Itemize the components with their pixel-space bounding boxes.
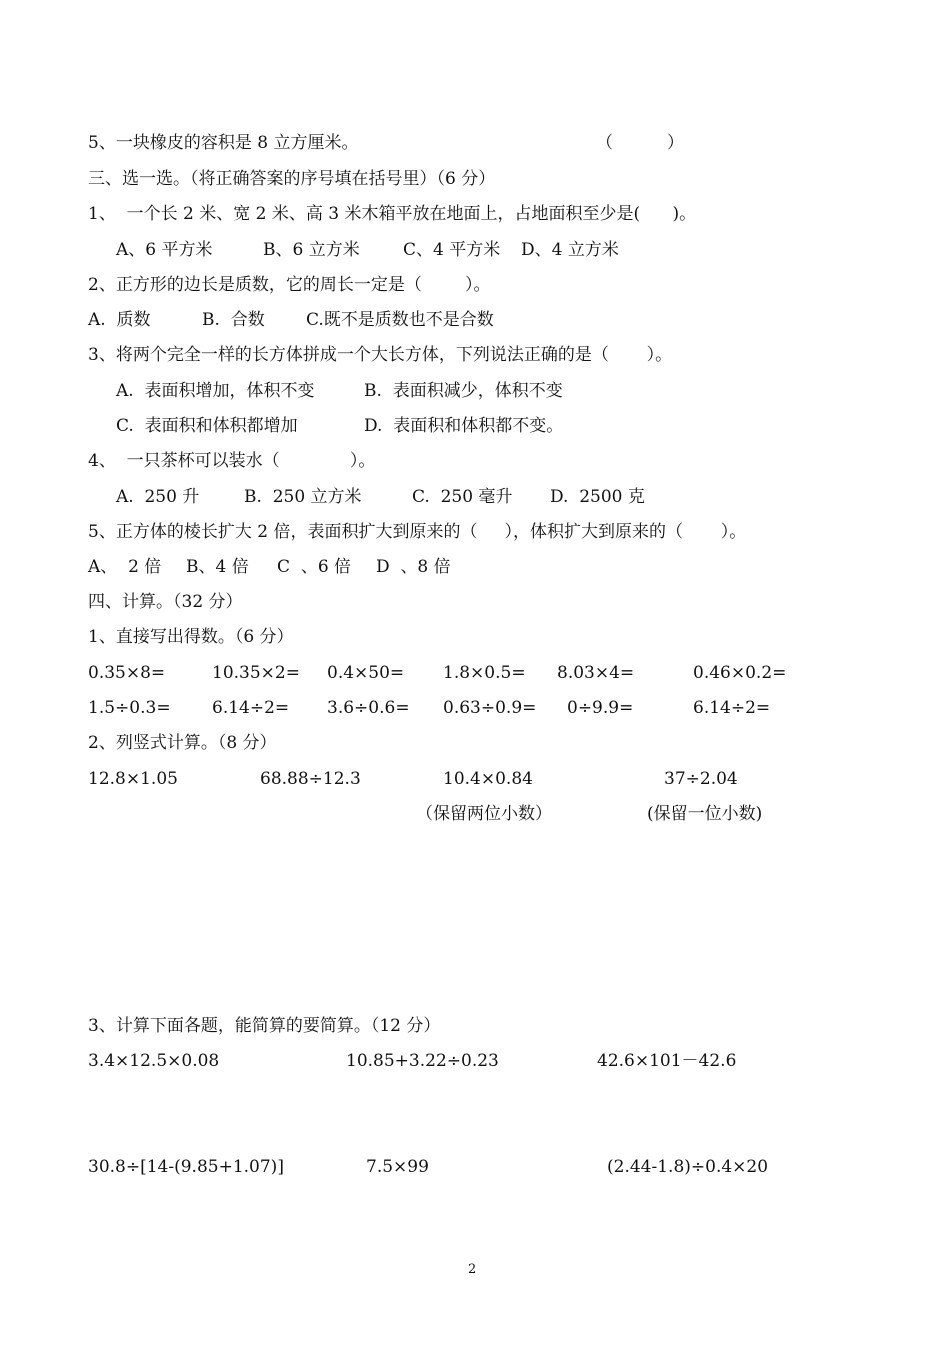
choice-q3-option-c: C. 表面积和体积都增加 [116,416,298,436]
choice-q2-option-c: C.既不是质数也不是合数 [306,310,494,330]
choice-q3-option-d: D. 表面积和体积都不变。 [364,416,564,436]
choice-q4-option-a: A. 250 升 [116,487,200,507]
simplify-calc-item: 3.4×12.5×0.08 [88,1051,220,1071]
choice-q5-option-c: C 、6 倍 [277,557,352,577]
choice-q2: 2、正方形的边长是质数，它的周长一定是（ ）。 [88,275,491,295]
choice-q1-option-b: B、6 立方米 [263,240,360,260]
choice-q3: 3、将两个完全一样的长方体拼成一个大长方体，下列说法正确的是（ ）。 [88,345,673,365]
simplify-calc-heading: 3、计算下面各题，能简算的要简算。（12 分） [88,1016,441,1036]
judge-item-5: 5、一块橡皮的容积是 8 立方厘米。 [88,133,359,153]
oral-calc-item: 0÷9.9= [567,698,634,718]
oral-calc-item: 1.5÷0.3= [88,698,171,718]
vertical-calc-item: 68.88÷12.3 [260,769,361,789]
simplify-calc-item: (2.44-1.8)÷0.4×20 [607,1157,769,1177]
choice-q2-option-b: B. 合数 [202,310,265,330]
oral-calc-item: 1.8×0.5= [443,663,526,683]
choice-q1-option-a: A、6 平方米 [116,240,213,260]
vertical-calc-note: (保留一位小数) [647,804,763,824]
oral-calc-item: 3.6÷0.6= [327,698,410,718]
choice-q4-option-c: C. 250 毫升 [412,487,513,507]
choice-q4: 4、 一只茶杯可以装水（ ）。 [88,451,376,471]
simplify-calc-item: 7.5×99 [366,1157,429,1177]
oral-calc-item: 8.03×4= [557,663,635,683]
section-three-heading: 三、选一选。（将正确答案的序号填在括号里）（6 分） [88,169,496,189]
section-four-heading: 四、计算。（32 分） [88,592,243,612]
page-number: 2 [468,1262,477,1277]
vertical-calc-item: 10.4×0.84 [443,769,533,789]
oral-calc-item: 0.46×0.2= [693,663,787,683]
simplify-calc-item: 10.85+3.22÷0.23 [346,1051,499,1071]
oral-calc-item: 0.35×8= [88,663,166,683]
choice-q3-option-b: B. 表面积减少，体积不变 [364,381,563,401]
oral-calc-item: 0.4×50= [327,663,405,683]
choice-q5-option-d: D 、8 倍 [376,557,451,577]
choice-q5-option-b: B、4 倍 [186,557,249,577]
choice-q1-option-d: D、4 立方米 [521,240,619,260]
choice-q2-option-a: A. 质数 [88,310,151,330]
oral-calc-item: 6.14÷2= [693,698,771,718]
choice-q1-option-c: C、4 平方米 [403,240,501,260]
choice-q4-option-d: D. 2500 克 [550,487,645,507]
simplify-calc-item: 30.8÷[14-(9.85+1.07)] [88,1157,284,1177]
vertical-calc-item: 12.8×1.05 [88,769,178,789]
vertical-calc-item: 37÷2.04 [664,769,738,789]
oral-calc-item: 6.14÷2= [212,698,290,718]
simplify-calc-item: 42.6×101－42.6 [597,1051,737,1071]
vertical-calc-note: （保留两位小数） [416,804,552,824]
choice-q3-option-a: A. 表面积增加，体积不变 [116,381,315,401]
oral-calc-item: 0.63÷0.9= [443,698,537,718]
oral-calc-item: 10.35×2= [212,663,300,683]
vertical-calc-heading: 2、列竖式计算。（8 分） [88,733,277,753]
judge-item-5-blank: （ ） [596,133,685,153]
choice-q1: 1、 一个长 2 米、宽 2 米、高 3 米木箱平放在地面上，占地面积至少是( )。 [88,204,697,224]
oral-calc-heading: 1、直接写出得数。（6 分） [88,627,294,647]
choice-q5-option-a: A、 2 倍 [88,557,162,577]
choice-q4-option-b: B. 250 立方米 [244,487,362,507]
choice-q5: 5、正方体的棱长扩大 2 倍，表面积扩大到原来的（ ），体积扩大到原来的（ ）。 [88,522,747,542]
